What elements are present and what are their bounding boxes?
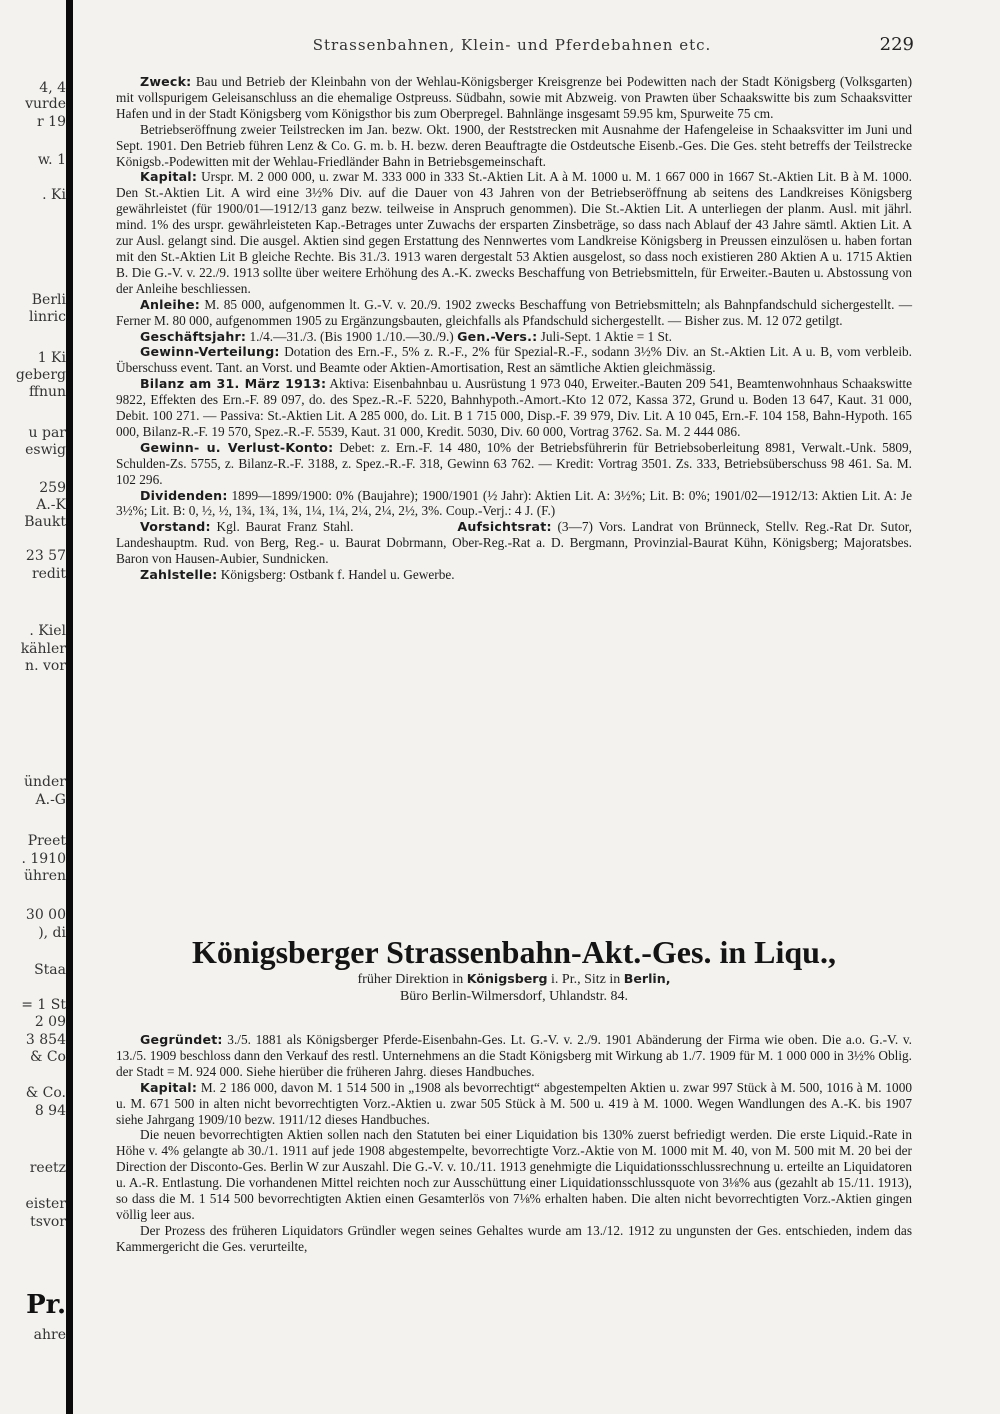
kapital-label: Kapital: xyxy=(140,169,198,185)
gegruendet-text: 3./5. 1881 als Königsberger Pferde-Eisenbahn-Ges. Lt. G.-V. v. 2./9. 1901 Abänderung der Firma wie oben. Die a.o. G.-V. v. 13./5. 1909 beschloss dann den Verkauf des restl. Unternehmens an die Stadt Königsberg mit Wirkung ab 1./7. 1909 für M. 1 000 000 in 3½% Oblig. der Stadt = M. 924 000. Siehe hierüber die früheren Jahrg. dieses Handbuches. xyxy=(116,1032,912,1079)
margin-fragment: & Co. xyxy=(25,1085,66,1101)
entry-wehlau-kleinbahn xyxy=(116,74,912,583)
kapital-label: Kapital: xyxy=(140,1079,198,1095)
geschaeftsjahr-label: Geschäftsjahr: xyxy=(140,328,247,344)
anleihe-label: Anleihe: xyxy=(140,296,201,312)
margin-fragment: w. 1 xyxy=(37,152,66,168)
margin-fragment: reetz xyxy=(29,1160,66,1176)
gewinn-verteilung-text: Dotation des Ern.-F., 5% z. R.-F., 2% für Spezial-R.-F., sodann 3½% Div. an St.-Aktien Lit. A u. B, vom verbleib. Überschuss event. Tant. an Vorst. und Beamte oder Aktien-Amortisation, Rest an sämtliche Aktien gleichmässig. xyxy=(116,344,913,376)
margin-fragment: 2 09 xyxy=(34,1014,66,1030)
zahlstelle-text: Königsberg: Ostbank f. Handel u. Gewerbe. xyxy=(220,567,455,583)
kapital-text: Urspr. M. 2 000 000, u. zwar M. 333 000 in 333 St.-Aktien Lit. A à M. 1000 u. M. 1 667 000 in 1667 St.-Aktien Lit. B à M. 1000. Den St.-Aktien Lit. A wird eine 3½% Div. auf die Dauer von 43 Jahren von der Betriebseröffnung ab seitens des Landkreises Königsberg gewährleistet (für 1900/01—1912/13 ganz bezw. teilweise in Anspruch genommen). Die St.-Aktien Lit. A unterliegen der planm. Ausl. mit jährl. mind. 1% des urspr. gewährleisteten Kap.-Betrages unter Zuwachs der ersparten Zinsbeträge, so dass nach Ablauf der 43 Jahre sämtl. Aktien Lit. A zur Ausl. gelangt sind. Die ausgel. Aktien sind gegen Erstattung des Nennwertes vom Landkreise Königsberg in Preussen einzulösen u. haben fortan mit den St.-Aktien Lit B gleiche Rechte. Bis 31./3. 1913 waren dergestalt 53 Aktien ausgelost, so dass noch existieren 280 Aktien A u. 1715 Aktien B. Die G.-V. v. 22./9. 1913 sollte über weitere Erhöhung des A.-K. zwecks Beschaffung von Betriebsmitteln, für Erweiter.-Bauten u. Abstossung von der Anleihe beschliessen. xyxy=(116,169,912,296)
margin-fragment: 4, 4 xyxy=(39,80,66,96)
geschaeftsjahr-text: 1./4.—31./3. (Bis 1900 1./10.—30./9.) xyxy=(249,328,454,344)
running-header xyxy=(112,36,912,58)
margin-fragment: Baukt xyxy=(24,514,66,530)
margin-fragment: geberg xyxy=(15,367,66,383)
zweck-label: Zweck: xyxy=(140,74,192,89)
gegruendet-paragraph xyxy=(116,1032,912,1080)
margin-fragment: kähler xyxy=(20,641,66,657)
gen-vers-text: Juli-Sept. 1 Aktie = 1 St. xyxy=(540,328,672,344)
aufsichtsrat-text: (3—7) Vors. Landrat von Brünneck, Stellv. Reg.-Rat Dr. Sutor, Landeshauptm. Rud. von Berg, Reg.- u. Baurat Dobrmann, Ober-Reg.-Rat a. D. Bergmann, Provinzial-Baurat Kühn, Königsberg; Majoratsbes. Baron von Hausen-Aubier, Sundnicken. xyxy=(116,519,912,567)
margin-fragment: Berli xyxy=(31,292,66,308)
margin-fragment: Pr. xyxy=(26,1290,66,1320)
company-address: Büro Berlin-Wilmersdorf, Uhlandstr. 84. xyxy=(399,989,629,1004)
company-title: Königsberger Strassenbahn-Akt.-Ges. in Liqu., xyxy=(192,934,836,970)
zweck-text: Bau und Betrieb der Kleinbahn von der Wehlau-Königsberger Kreisgrenze bei Podewitten nach der Stadt Königsberg (Volksgarten) mit vollspurigem Geleisanschluss an die ehemalige Ostpreuss. Südbahn, sowie mit Abzweig. von Prawten über Schaakswitte bis zum Schaaksvitter Hafen und in der Stadt Königsberg vom Königsthor bis zum Oberpregel. Bahnlänge insgesamt 59.95 km, Spurweite 75 cm. xyxy=(116,74,912,121)
margin-fragment: Preet xyxy=(27,833,66,849)
zahlstelle-paragraph xyxy=(116,567,912,583)
subtitle-part: i. Pr., Sitz in xyxy=(551,972,621,987)
eroeffnung-paragraph: Betriebseröffnung zweier Teilstrecken im Jan. bezw. Okt. 1900, der Reststrecken mit Ausnahme der Hafengeleise in Schaaksvitter im Juni und Sept. 1901. Den Betrieb führen Lenz & Co. G. m. b. H. bezw. deren Beauftragte die Ostdeutsche Eisenb.-Ges. Die Ges. steht betreffs der Teilstrecke Königsb.-Podewitten mit der Wehlau-Friedländer Bahn in Betriebsgemeinschaft. xyxy=(116,121,912,169)
left-margin-fragments xyxy=(0,0,66,1414)
margin-fragment: vurde xyxy=(25,96,66,112)
prozess-paragraph: Der Prozess des früheren Liquidators Gründler wegen seines Gehaltes wurde am 13./12. 1912 zu ungunsten der Ges. entschieden, indem das Kammergericht die Ges. verurteilte, xyxy=(116,1222,912,1254)
dividenden-label: Dividenden: xyxy=(140,487,228,503)
kapital-paragraph xyxy=(116,1080,912,1128)
vorstand-aufsichtsrat-paragraph xyxy=(116,519,912,567)
margin-fragment: tsvor xyxy=(30,1214,66,1230)
bilanz-paragraph xyxy=(116,376,912,440)
margin-fragment: linric xyxy=(29,309,66,325)
margin-fragment: ), di xyxy=(38,925,66,941)
kapital-text: M. 2 186 000, davon M. 1 514 500 in „1908 als bevorrechtigt“ abgestempelten Aktien u. zwar 997 Stück à M. 500, 1016 à M. 1000 u. M. 671 500 in alten nicht bevorrechtigten Vorz.-Aktien u. zwar 505 Stück à M. 500 u. 419 à M. 1000. Wegen Wandlungen des A.-K. bis 1907 siehe Jahrgang 1909/10 bezw. 1911/12 dieses Handbuches. xyxy=(116,1079,912,1127)
margin-fragment: 259 xyxy=(39,480,66,496)
anleihe-paragraph xyxy=(116,297,912,329)
company-subtitle xyxy=(116,970,912,988)
zahlstelle-label: Zahlstelle: xyxy=(140,567,218,583)
margin-fragment: A.-K xyxy=(36,497,66,513)
margin-fragment: redit xyxy=(31,566,66,582)
margin-fragment: ffnun xyxy=(29,384,66,400)
kapital-paragraph xyxy=(116,169,912,296)
gewinn-verlust-text: Debet: z. Ern.-F. 14 480, 10% der Betriebsführerin für Betriebsoberleitung 8981, Verwalt.-Unk. 5809, Schulden-Zs. 5755, z. Bilanz-R.-F. 3188, z. Spez.-R.-F. 318, Gewinn 63 762. — Kredit: Vortrag 3501. Zs. 333, Betriebsüberschuss 98 461. Sa. M. 102 296. xyxy=(116,439,912,487)
margin-fragment: ahre xyxy=(33,1327,66,1343)
subtitle-place-koenigsberg: Königsberg xyxy=(466,971,548,986)
subtitle-place-berlin: Berlin, xyxy=(623,971,671,986)
geschaeftsjahr-paragraph xyxy=(116,329,912,345)
margin-fragment: & Co xyxy=(29,1049,66,1065)
margin-fragment: 30 00 xyxy=(25,907,66,923)
margin-fragment: ünder xyxy=(24,774,66,790)
gewinn-verteilung-paragraph xyxy=(116,344,912,376)
margin-fragment: eister xyxy=(25,1196,66,1212)
margin-fragment: r 19 xyxy=(37,114,66,130)
margin-fragment: = 1 St xyxy=(21,997,66,1013)
margin-fragment: Staa xyxy=(34,962,66,978)
gegruendet-label: Gegründet: xyxy=(140,1032,223,1047)
dividenden-paragraph xyxy=(116,488,912,520)
margin-fragment: 23 57 xyxy=(25,548,66,564)
dividenden-text: 1899—1899/1900: 0% (Baujahre); 1900/1901 (½ Jahr): Aktien Lit. A: 3½%; Lit. B: 0%; 1901/02—1912/13: Aktien Lit. A: Je 3½%; Lit. B: 0, ½, ½, 1¾, 1¾, 1¾, 1¼, 1¼, 2¼, 2¼, 2½, 3%. Coup.-Verj.: 4 J. (F.) xyxy=(116,487,912,519)
zweck-paragraph xyxy=(116,74,912,122)
margin-fragment: ühren xyxy=(23,868,66,884)
bilanz-label: Bilanz am 31. März 1913: xyxy=(140,376,327,392)
margin-fragment: 1 Ki xyxy=(37,350,66,366)
margin-fragment: . Ki xyxy=(42,187,66,203)
entry-koenigsberger-strassenbahn xyxy=(116,1032,912,1255)
margin-fragment: eswig xyxy=(25,442,66,458)
margin-fragment: 3 854 xyxy=(25,1032,66,1048)
liquidation-paragraph: Die neuen bevorrechtigten Aktien sollen nach den Statuten bei einer Liquidation bis 130% zuerst befriedigt werden. Die erste Liquid.-Rate in Höhe v. 4% gelangte ab 30./1. 1911 auf jede 1908 abgestempelte, bevorrechtigte Vorz.-Aktie von M. 1000 mit M. 40, von M. 500 mit M. 20 bei der Direction der Disconto-Ges. Berlin W zur Auszahl. Die G.-V. v. 10./11. 1913 genehmigte die Liquidationsschlussrechnung u. erteilte an Liquidatoren u. A.-R. Entlastung. Die vorhandenen Mittel reichten noch zur Ausschüttung einer Liquidationsschlussquote von 3⅛% aus (gezahlt ab 15./11. 1913), so dass die M. 1 514 500 bevorrechtigten Aktien einen Gesamterlös von 7⅛% erhalten haben. Die alten nicht bevorrechtigten Vorz.-Aktien gingen völlig leer aus. xyxy=(116,1127,912,1222)
running-title: Strassenbahnen, Klein- und Pferdebahnen etc. xyxy=(312,36,712,54)
margin-fragment: . Kiel xyxy=(29,623,66,639)
margin-fragment: . 1910 xyxy=(21,851,66,867)
margin-fragment: u par xyxy=(28,425,66,441)
anleihe-text: M. 85 000, aufgenommen lt. G.-V. v. 20./9. 1902 zwecks Beschaffung von Betriebsmitteln; als Bahnpfandschuld sichergestellt. — Ferner M. 80 000, aufgenommen 1905 zu Ergänzungsbauten, gleichfalls als Pfandschuld sichergestellt. — Bisher zus. M. 12 072 getilgt. xyxy=(116,296,913,328)
vorstand-label: Vorstand: xyxy=(140,519,211,535)
gewinn-verteilung-label: Gewinn-Verteilung: xyxy=(140,344,280,360)
gewinn-verlust-paragraph xyxy=(116,440,912,488)
page-number: 229 xyxy=(879,34,914,55)
gen-vers-label: Gen.-Vers.: xyxy=(457,328,538,344)
aufsichtsrat-label: Aufsichtsrat: xyxy=(457,519,552,535)
gutter-rule xyxy=(66,0,73,1414)
bilanz-text: Aktiva: Eisenbahnbau u. Ausrüstung 1 973 040, Erweiter.-Bauten 209 541, Beamtenwohnhaus Schaakswitte 9822, Effekten des Ern.-F. 89 097, do. des Spez.-R.-F. 5220, Bahnhypoth.-Amort.-Kto 12 072, Kassa 372, Grund u. Boden 13 647, Kaut. 31 000, Debit. 100 271. — Passiva: St.-Aktien Lit. A 285 000, do. Lit. B 1 715 000, Disp.-F. 39 979, Div. Lit. A 10 045, Ern.-F. 104 158, Bahn-Hypoth. 165 000, Bilanz-R.-F. 19 570, Spez.-R.-F. 5539, Kaut. 31 000, Kredit. 5030, Div. 60 000, Vortrag 3762. Sa. M. 2 444 086. xyxy=(116,376,912,439)
subtitle-part: früher Direktion in xyxy=(357,972,464,987)
margin-fragment: 8 94 xyxy=(34,1103,66,1119)
vorstand-text: Kgl. Baurat Franz Stahl. xyxy=(216,519,354,535)
margin-fragment: n. vor xyxy=(25,658,66,674)
margin-fragment: A.-G xyxy=(35,792,66,808)
gewinn-verlust-label: Gewinn- u. Verlust-Konto: xyxy=(140,439,334,455)
